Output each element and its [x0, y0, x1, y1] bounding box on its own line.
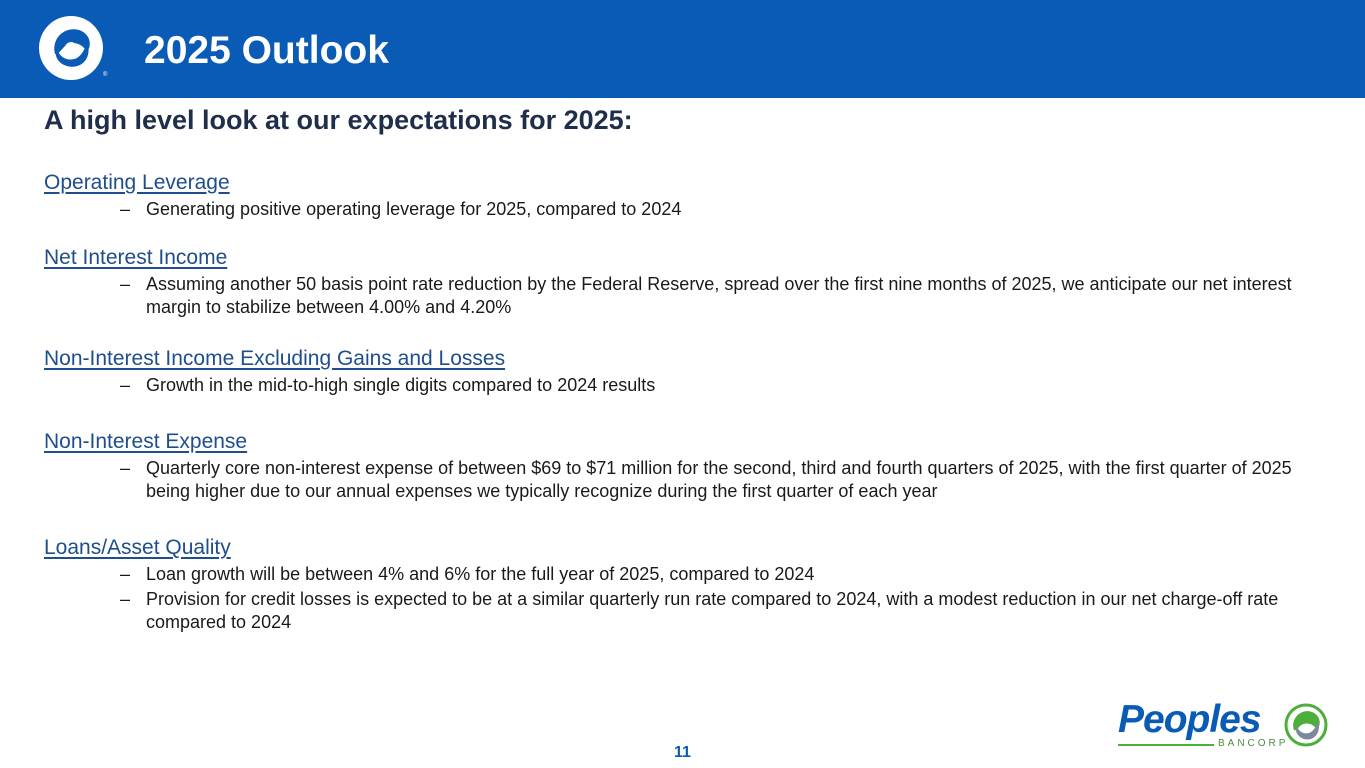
- peoples-swirl-logo-icon: [37, 14, 109, 82]
- brand-name: Peoples: [1118, 698, 1261, 741]
- peoples-swirl-logo-icon: [1284, 702, 1328, 748]
- bullet-dash: –: [120, 375, 131, 395]
- section-net-interest-income: [44, 245, 1334, 319]
- section-non-interest-expense: [44, 429, 1334, 503]
- section-heading: Loans/Asset Quality: [44, 536, 231, 559]
- section-operating-leverage: [44, 170, 1334, 221]
- bullet-item: [44, 457, 1316, 503]
- bullet-item: [44, 273, 1316, 319]
- section-heading: Net Interest Income: [44, 246, 228, 269]
- section-heading: Operating Leverage: [44, 171, 230, 194]
- bullet-item: [44, 588, 1316, 634]
- slide-title: 2025 Outlook: [144, 29, 389, 72]
- bullet-text: Provision for credit losses is expected to be at a similar quarterly run rate compared to 2024, with a modest reduction in our net charge-off rate compared to 2024: [146, 589, 1279, 632]
- svg-text:®: ®: [103, 72, 108, 78]
- bullet-dash: –: [120, 589, 131, 609]
- header-bar: [0, 0, 1365, 98]
- brand-logo: [1114, 698, 1336, 754]
- bullet-text: Loan growth will be between 4% and 6% for the full year of 2025, compared to 2024: [146, 564, 815, 584]
- slide-subtitle: A high level look at our expectations for 2025:: [44, 105, 633, 135]
- bullet-text: Generating positive operating leverage for 2025, compared to 2024: [146, 199, 682, 219]
- bullet-item: [44, 374, 1316, 397]
- bullet-text: Assuming another 50 basis point rate reduction by the Federal Reserve, spread over the first nine months of 2025, we anticipate our net interest margin to stabilize between 4.00% and 4.20%: [146, 274, 1292, 317]
- brand-subtext: BANCORP: [1218, 738, 1289, 749]
- bullet-dash: –: [120, 199, 131, 219]
- bullet-item: [44, 198, 1316, 221]
- section-heading: Non-Interest Expense: [44, 430, 248, 453]
- bullet-dash: –: [120, 458, 131, 478]
- section-loans-asset-quality: [44, 535, 1334, 634]
- section-heading: Non-Interest Income Excluding Gains and Losses: [44, 347, 506, 370]
- page-number: 11: [674, 744, 691, 761]
- bullet-text: Quarterly core non-interest expense of between $69 to $71 million for the second, third and fourth quarters of 2025, with the first quarter of 2025 being higher due to our annual expenses we typically recognize during the first quarter of each year: [146, 458, 1292, 501]
- bullet-text: Growth in the mid-to-high single digits compared to 2024 results: [146, 375, 656, 395]
- bullet-dash: –: [120, 274, 131, 294]
- bullet-dash: –: [120, 564, 131, 584]
- bullet-item: [44, 563, 1316, 586]
- section-non-interest-income: [44, 346, 1334, 397]
- brand-divider: [1118, 744, 1214, 746]
